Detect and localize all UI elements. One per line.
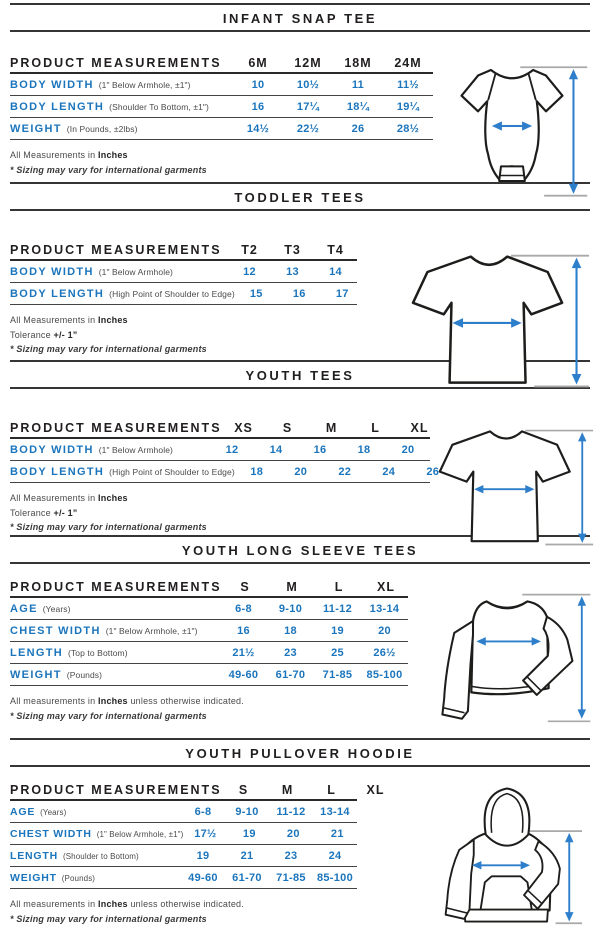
row-label-cell [10, 872, 181, 884]
footnotes [10, 897, 590, 926]
footnote-segment: +/- 1” [53, 329, 78, 340]
measurement-value: 20 [286, 827, 300, 840]
row-note: (High Point of Shoulder to Edge) [109, 466, 235, 477]
measurement-value: 61-70 [232, 871, 262, 884]
measurement-value: 24 [328, 849, 342, 862]
column-header: L [371, 420, 380, 435]
footnote [10, 313, 590, 328]
table-row [10, 96, 433, 118]
table-row [10, 283, 357, 305]
measurement-value: 6-8 [194, 805, 212, 818]
column-header: S [240, 579, 250, 594]
footnote [10, 520, 590, 535]
measurement-value: 9-10 [235, 805, 259, 818]
measurement-value: 16 [237, 624, 250, 637]
column-header: 24M [394, 55, 422, 70]
measurement-value: 10 [251, 78, 265, 91]
row-label: BODY LENGTH [10, 465, 105, 478]
row-label: BODY LENGTH [10, 287, 105, 300]
measurement-value: 21 [330, 827, 344, 840]
measurement-value: 10½ [296, 78, 320, 91]
measurement-value: 28½ [396, 122, 420, 135]
footnote-segment: * Sizing may vary for international garments [10, 710, 207, 721]
row-label: WEIGHT [10, 668, 62, 681]
column-header: 18M [344, 55, 372, 70]
table-header-row [10, 53, 433, 74]
measurement-value: 24 [382, 465, 396, 478]
row-label: AGE [10, 602, 38, 615]
row-note: (Years) [40, 807, 67, 817]
measurement-value: 17¼ [296, 100, 320, 113]
measurement-value: 19 [196, 849, 210, 862]
section-title-band [10, 738, 590, 767]
measurements-header-label: PRODUCT MEASUREMENTS [10, 579, 222, 594]
table-row [10, 261, 357, 283]
measurements-header-label: PRODUCT MEASUREMENTS [10, 242, 222, 257]
footnote-segment: unless otherwise indicated. [127, 696, 244, 706]
row-label: AGE [10, 805, 36, 818]
row-label: WEIGHT [10, 122, 62, 135]
measurement-value: 20 [401, 443, 415, 456]
measurement-value: 6-8 [235, 602, 252, 615]
section-title: YOUTH TEES [245, 368, 355, 383]
measurement-value: 13 [286, 265, 299, 278]
measurement-value: 14 [329, 265, 342, 278]
measurement-table [10, 780, 385, 889]
table-row [10, 867, 357, 889]
column-header: XL [377, 579, 396, 594]
footnote-segment: * Sizing may vary for international garments [10, 164, 207, 175]
row-label: BODY WIDTH [10, 78, 94, 91]
measurement-value: 18 [357, 443, 371, 456]
row-label: BODY WIDTH [10, 265, 94, 278]
measurement-value: 49-60 [188, 871, 218, 884]
table-row [10, 642, 408, 664]
row-note: (1" Below Armhole) [98, 266, 173, 277]
table-row [10, 598, 408, 620]
measurement-table [10, 418, 440, 483]
measurement-value: 16 [251, 100, 265, 113]
measurement-value: 12 [225, 443, 239, 456]
footnote-segment: All measurements in [10, 696, 99, 706]
footnote-segment: All measurements in [10, 899, 99, 909]
measurement-value: 71-85 [322, 668, 353, 681]
measurement-value: 23 [284, 849, 298, 862]
row-note: (1" Below Armhole, ±1") [98, 79, 191, 90]
footnote-segment: Inches [98, 315, 128, 325]
table-row [10, 118, 433, 140]
row-label-cell [10, 266, 228, 278]
footnotes [10, 491, 590, 535]
measurement-value: 20 [378, 624, 391, 637]
section-title-band [10, 3, 590, 32]
footnote [10, 148, 590, 163]
footnote [10, 491, 590, 506]
footnote [10, 897, 590, 912]
measurement-value: 16 [292, 287, 306, 300]
table-row [10, 461, 440, 483]
measurement-value: 14 [269, 443, 283, 456]
row-note: (Shoulder To Bottom, ±1") [109, 101, 209, 112]
row-note: (In Pounds, ±2lbs) [66, 123, 138, 134]
row-label-cell [10, 669, 220, 681]
measurement-value: 19 [331, 624, 344, 637]
measurement-value: 16 [313, 443, 327, 456]
row-label-cell [10, 625, 220, 637]
measurement-value: 18 [250, 465, 264, 478]
row-label-cell [10, 288, 235, 300]
footnote-segment: Tolerance [10, 329, 54, 340]
measurement-value: 11½ [397, 78, 419, 91]
column-header: M [281, 782, 294, 797]
row-label-cell [10, 123, 233, 135]
row-label: BODY WIDTH [10, 443, 94, 456]
row-label: CHEST WIDTH [10, 827, 92, 840]
column-header: 6M [248, 55, 268, 70]
column-header: T2 [241, 242, 258, 257]
footnote [10, 709, 590, 724]
footnote [10, 342, 590, 357]
table-row [10, 620, 408, 642]
row-note: (Shoulder to Bottom) [62, 851, 139, 861]
footnote-segment: Inches [98, 696, 128, 706]
measurement-value: 85-100 [316, 871, 354, 884]
footnote-segment: All Measurements in [10, 493, 99, 503]
measurement-value: 23 [284, 646, 297, 659]
row-label: LENGTH [10, 646, 64, 659]
column-header: 12M [294, 55, 322, 70]
measurement-value: 26 [426, 465, 440, 478]
measurement-value: 17 [335, 287, 349, 300]
section-content [10, 780, 590, 926]
column-header: T4 [327, 242, 344, 257]
row-note: (Top to Bottom) [68, 647, 128, 658]
measurement-value: 21½ [232, 646, 255, 659]
column-header: M [325, 420, 338, 435]
measurement-value: 21 [240, 849, 254, 862]
row-label-cell [10, 444, 210, 456]
footnote-segment: Tolerance [10, 507, 54, 518]
footnote-segment: Inches [98, 150, 128, 160]
measurement-value: 25 [331, 646, 344, 659]
row-note: (Pounds) [66, 669, 103, 680]
row-label-cell [10, 79, 233, 91]
footnote-segment: All Measurements in [10, 150, 99, 160]
measurement-value: 18¼ [346, 100, 370, 113]
measurement-value: 61-70 [275, 668, 306, 681]
measurement-value: 11-12 [276, 805, 306, 818]
table-row [10, 74, 433, 96]
column-header: M [286, 579, 298, 594]
footnote-segment: Inches [98, 493, 128, 503]
measurement-value: 17½ [194, 827, 217, 840]
size-chart-section [0, 738, 600, 926]
measurement-value: 85-100 [366, 668, 403, 681]
row-note: (1" Below Armhole) [98, 444, 173, 455]
measurement-value: 22½ [296, 122, 320, 135]
footnotes [10, 313, 590, 357]
measurement-value: 13-14 [320, 805, 350, 818]
column-header: S [282, 420, 293, 435]
section-content [10, 240, 590, 357]
column-header: L [334, 579, 344, 594]
footnotes [10, 694, 590, 723]
footnote-segment: Inches [98, 899, 128, 909]
measurements-header-label: PRODUCT MEASUREMENTS [10, 782, 222, 797]
table-header-row [10, 780, 385, 801]
table-row [10, 823, 357, 845]
section-content [10, 53, 590, 177]
row-note: (High Point of Shoulder to Edge) [109, 288, 235, 299]
table-row [10, 664, 408, 686]
column-header: T3 [284, 242, 301, 257]
section-content [10, 418, 590, 535]
row-label: WEIGHT [10, 871, 57, 884]
measurement-value: 71-85 [276, 871, 306, 884]
section-title: YOUTH PULLOVER HOODIE [185, 746, 415, 761]
section-content [10, 577, 590, 723]
row-label-cell [10, 828, 183, 840]
footnotes [10, 148, 590, 177]
row-note: (1" Below Armhole, ±1") [105, 625, 198, 636]
row-label: LENGTH [10, 849, 58, 862]
table-row [10, 845, 357, 867]
footnote [10, 328, 590, 343]
measurement-value: 13-14 [369, 602, 400, 615]
footnote-segment: * Sizing may vary for international garments [10, 344, 207, 354]
measurement-value: 9-10 [278, 602, 303, 615]
measurement-value: 26 [351, 122, 365, 135]
footnote-segment: All Measurements in [10, 315, 99, 325]
size-chart-section [0, 535, 600, 738]
section-title: INFANT SNAP TEE [222, 11, 378, 26]
table-header-row [10, 418, 430, 439]
section-title: TODDLER TEES [234, 190, 366, 205]
measurement-value: 14½ [246, 122, 270, 135]
measurement-table [10, 577, 408, 686]
infant-snap-tee-diagram [434, 59, 590, 204]
size-chart-document [0, 3, 600, 926]
row-label-cell [10, 101, 233, 113]
footnote [10, 912, 590, 927]
row-label-cell [10, 466, 235, 478]
row-label: CHEST WIDTH [10, 624, 101, 637]
footnote-segment: * Sizing may vary for international garments [10, 522, 207, 532]
measurement-value: 18 [284, 624, 297, 637]
table-header-row [10, 577, 408, 598]
footnote [10, 163, 590, 178]
row-note: (1" Below Armhole, ±1") [96, 829, 184, 839]
measurement-value: 20 [294, 465, 308, 478]
row-label-cell [10, 647, 220, 659]
row-label-cell [10, 850, 181, 862]
footnote-segment: * Sizing may vary for international garments [10, 913, 207, 924]
measurement-value: 12 [243, 265, 256, 278]
measurement-value: 49-60 [228, 668, 259, 681]
footnote-segment: unless otherwise indicated. [127, 899, 244, 909]
table-row [10, 801, 357, 823]
row-note: (Pounds) [61, 873, 96, 883]
row-label-cell [10, 806, 181, 818]
measurements-header-label: PRODUCT MEASUREMENTS [10, 55, 222, 70]
measurement-value: 22 [338, 465, 352, 478]
column-header: XL [410, 420, 429, 435]
measurement-value: 19¼ [396, 100, 420, 113]
size-chart-section [0, 3, 600, 182]
size-chart-section [0, 182, 600, 360]
column-header: XL [366, 782, 385, 797]
measurement-table [10, 53, 433, 140]
row-label: BODY LENGTH [10, 100, 105, 113]
row-label-cell [10, 603, 220, 615]
measurement-value: 11 [351, 78, 365, 91]
measurement-value: 11-12 [322, 602, 353, 615]
measurement-value: 26½ [373, 646, 396, 659]
table-row [10, 439, 430, 461]
measurement-value: 15 [249, 287, 263, 300]
column-header: S [238, 782, 249, 797]
section-title: YOUTH LONG SLEEVE TEES [181, 543, 419, 558]
measurements-header-label: PRODUCT MEASUREMENTS [10, 420, 222, 435]
footnote-segment: +/- 1” [53, 507, 78, 518]
row-note: (Years) [42, 603, 71, 614]
footnote [10, 506, 590, 521]
footnote [10, 694, 590, 709]
measurement-table [10, 240, 357, 305]
column-header: L [327, 782, 336, 797]
table-header-row [10, 240, 357, 261]
measurement-value: 19 [242, 827, 256, 840]
column-header: XS [234, 420, 253, 435]
